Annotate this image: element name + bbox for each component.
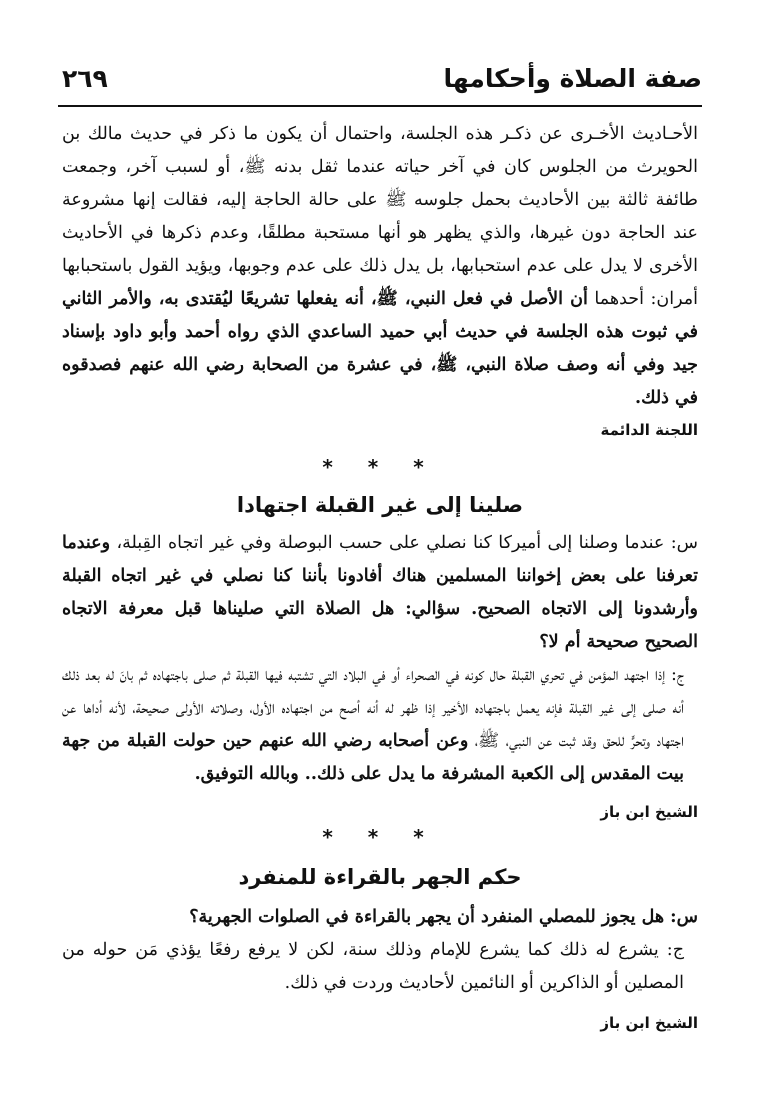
section3-signature: الشيخ ابن باز bbox=[600, 1014, 698, 1032]
section2-question-lead: س: عندما وصلنا إلى أميركا كنا نصلي على حسب البوصلة وفي غير اتجاه القِبلة، bbox=[110, 533, 698, 553]
header-rule bbox=[58, 105, 702, 107]
section2-signature: الشيخ ابن باز bbox=[600, 803, 698, 821]
section2-question bbox=[62, 527, 698, 659]
section1-text-plain: الأحـاديث الأخـرى عن ذكـر هذه الجلسة، واحتمال أن يكون ما ذكر في حديث مالك بن الحويرث من الجلوس كان في آخر حياته عندما ثقل بدنه ﷺ، أو لسبب آخر، وجمعت طائفة ثالثة بين الأحاديث بحمل جلوسه ﷺ على حالة الحاجة إليه، فقالت إنها مشروعة عند الحاجة دون غيرها، والذي يظهر هو أنها مستحبة مطلقًا، وعدم ذكرها في الأحاديث الأخرى لا يدل على عدم استحبابها، بل يدل ذلك على عدم وجوبها، ويؤيد القول باستحبابها أمران: أحدهما bbox=[62, 124, 698, 309]
page-number: ٢٦٩ bbox=[62, 64, 108, 93]
section2-title: صلينا إلى غير القبلة اجتهادا bbox=[236, 493, 524, 517]
section2-answer bbox=[62, 659, 698, 791]
section3-question: س: هل يجوز للمصلي المنفرد أن يجهر بالقراءة في الصلوات الجهرية؟ bbox=[189, 907, 698, 927]
running-header bbox=[58, 62, 702, 102]
section2-answer-plain: ج: إذا اجتهد المؤمن في تحري القبلة حال كونه في الصحراء أو في البلاد التي تشتبه فيها القبلة ثم صلى باجتهاده ثم بانَ له بعد ذلك أنه صلى إلى غير القبلة فإنه يعمل باجتهاده الأخير إذا ظهر له أنه أصح من اجتهاده الأول، وصلاته الأولى صحيحة، لأنه أداها عن اجتهاد وتحرٍّ للحق وقد ثبت عن النبي، ﷺ، bbox=[62, 665, 684, 751]
section3-answer: ج: يشرع له ذلك كما يشرع للإمام وذلك سنة، لكن لا يرفع رفعًا يؤذي مَن حوله من المصلين أو الذاكرين أو النائمين لأحاديث وردت في ذلك. bbox=[62, 940, 684, 993]
section2-answer-bold: وعن أصحابه رضي الله عنهم حين حولت القبلة من جهة بيت المقدس إلى الكعبة المشرفة ما يدل على ذلك.. وبالله التوفيق. bbox=[62, 731, 684, 784]
separator-stars-1: * * * bbox=[322, 455, 438, 479]
section2-question-bold: وعندما تعرفنا على بعض إخواننا المسلمين هناك أفادونا بأننا كنا نصلي في غير اتجاه القبلة وأرشدونا إلى الاتجاه الصحيح. سؤالي: هل الصلاة التي صليناها قبل معرفة الاتجاه الصحيح صحيحة أم لا؟ bbox=[62, 533, 698, 652]
running-title: صفة الصلاة وأحكامها bbox=[443, 64, 702, 93]
section3-title: حكم الجهر بالقراءة للمنفرد bbox=[238, 865, 522, 889]
section1-paragraph bbox=[62, 118, 698, 415]
page-content bbox=[62, 118, 698, 1036]
separator-stars-2: * * * bbox=[322, 825, 438, 849]
section1-text-bold: أن الأصل في فعل النبي، ﷺ، أنه يفعلها تشريعًا ليُقتدى به، والأمر الثاني في ثبوت هذه الجلسة في حديث أبي حميد الساعدي الذي رواه أحمد وأبو داود بإسناد جيد وفي أنه وصف صلاة النبي، ﷺ، في عشرة من الصحابة رضي الله عنهم فصدقوه في ذلك. bbox=[62, 289, 698, 408]
section1-signature: اللجنة الدائمة bbox=[600, 421, 698, 439]
